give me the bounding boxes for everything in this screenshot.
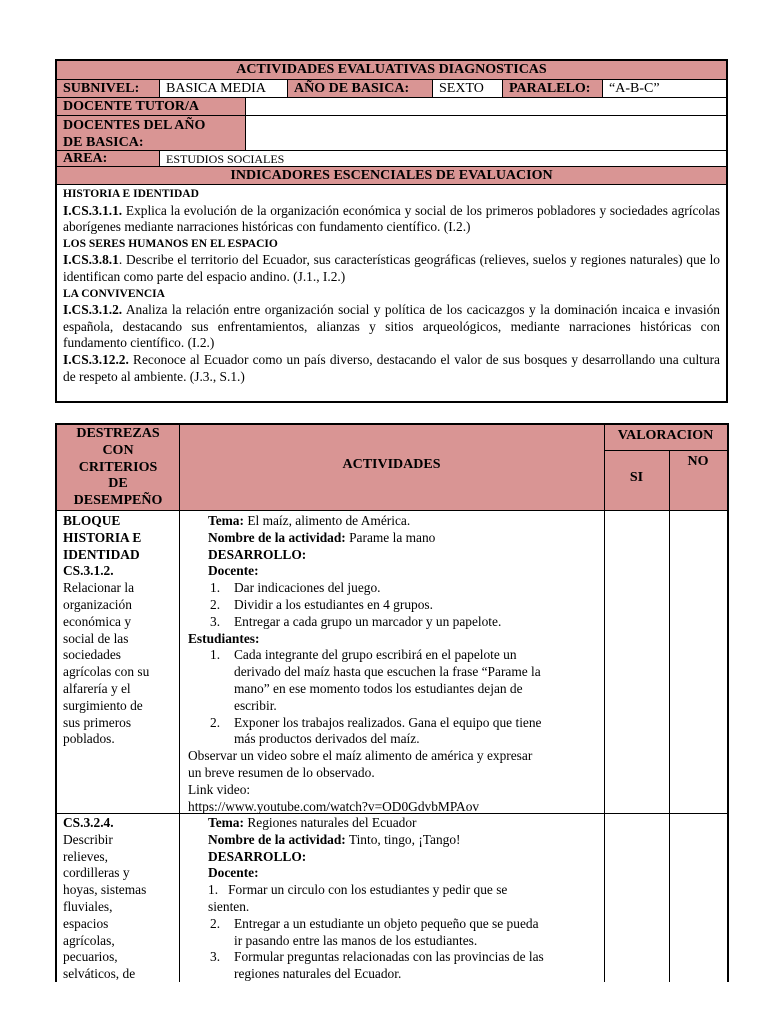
row1-dest-line: alfarería y el [63, 680, 131, 696]
indicator-4-code: I.CS.3.12.2. [63, 351, 129, 367]
row1-code: CS.3.1.2. [63, 563, 114, 579]
row2-item-1-line: sienten. [208, 898, 250, 914]
row1-link-label: Link video: [188, 781, 251, 797]
docente-tutor-row [57, 98, 726, 116]
header-destrezas-line: CON [102, 442, 134, 458]
subnivel-label: SUBNIVEL: [57, 80, 160, 97]
list-item: 1. Cada integrante del grupo escribirá en el papelote un derivado del maíz hasta que escuchen la frase “Parame la mano” en ese momento todos los estudiantes dejan de escribir. [188, 647, 588, 714]
row1-nombre-value: Parame la mano [345, 529, 436, 545]
indicadores-title: INDICADORES ESCENCIALES DE EVALUACION [230, 167, 553, 183]
table-title: ACTIVIDADES EVALUATIVAS DIAGNOSTICAS [236, 62, 547, 77]
row2-item-1 [188, 882, 588, 916]
row1-video-link[interactable]: https://www.youtube.com/watch?v=OD0GdvbMPAov [188, 798, 480, 814]
row1-dest-line: agrícolas con su [63, 664, 150, 680]
row1-dest-line: Relacionar la [63, 580, 135, 596]
section-convivencia: LA CONVIVENCIA [63, 287, 165, 300]
divider [604, 450, 727, 451]
indicator-3-code: I.CS.3.1.2. [63, 302, 123, 318]
indicator-3-text: Analiza la relación entre organización social y política de los cacicazgos y la dominación incaica e invasión española, destacando sus enfrentamientos, alianzas y sitios arqueológicos, mediante narraciones históricas con fundamento científico. (I.2.) [63, 302, 720, 351]
paralelo-label: PARALELO: [503, 80, 603, 97]
indicator-4-text: Reconoce al Ecuador como un país diverso, destacando el valor de sus bosques y desarrollando una cultura de respeto al ambiente. (J.3., S.1.) [63, 351, 720, 384]
indicator-1-text: Explica la evolución de la organización económica y social de los primeros pobladores y sociedades agrícolas aborígenes mediante narraciones históricas con fundamento científico. (I.2.) [63, 202, 720, 235]
list-item-text: Formar un circulo con los estudiantes y pedir que se [228, 882, 508, 898]
row1-dest-line: sociedades [63, 647, 122, 663]
area-value: ESTUDIOS SOCIALES [166, 151, 285, 166]
header-destrezas [57, 426, 179, 510]
list-item: 2. Dividir a los estudiantes en 4 grupos. [210, 596, 433, 612]
row1-dest-line: económica y [63, 613, 132, 629]
section-historia: HISTORIA E IDENTIDAD [63, 188, 199, 200]
row2-dest-line: pecuarios, [63, 949, 118, 965]
row1-observar-line: Observar un video sobre el maíz alimento de américa y expresar [188, 748, 533, 764]
row1-nombre-label: Nombre de la actividad: [208, 529, 346, 545]
anio-value: SEXTO [433, 80, 503, 97]
row1-destreza [63, 513, 179, 748]
row1-docente-list [188, 580, 588, 630]
row2-nombre [188, 832, 588, 849]
docentes-label-line2: DE BASICA: [63, 135, 144, 150]
indicator-2-text: . Describe el territorio del Ecuador, sus características geográficas (relieves, suelos y regiones naturales) que lo identifican como parte del espacio andino. (J.1., I.2.) [63, 252, 720, 284]
header-si: SI [629, 470, 644, 485]
list-item-text: Dar indicaciones del juego. [234, 580, 381, 596]
list-item: 2. Exponer los trabajos realizados. Gana el equipo que tiene más productos derivados del maíz. [188, 715, 588, 749]
row2-docente-list [188, 916, 588, 982]
row1-estudiantes: Estudiantes: [188, 630, 260, 646]
docentes-value [246, 116, 726, 150]
row1-bloque-line: IDENTIDAD [63, 546, 140, 562]
row1-dest-line: social de las [63, 630, 129, 646]
header-no: NO [687, 454, 709, 469]
header-valoracion: VALORACION [617, 428, 714, 443]
list-item-text: Entregar a cada grupo un marcador y un papelote. [234, 613, 502, 629]
docentes-label [57, 116, 246, 150]
list-item-line: Cada integrante del grupo escribirá en el papelote un [234, 647, 517, 663]
row1-actividad [188, 513, 588, 815]
list-item: 2. Entregar a un estudiante un objeto pequeño que se pueda ir pasando entre las manos de los estudiantes. [188, 916, 588, 950]
row1-dest-line: poblados. [63, 731, 115, 747]
row1-dest-line: surgimiento de [63, 697, 143, 713]
divider [57, 510, 727, 511]
list-number: 1. [208, 882, 229, 898]
row1-estudiantes-list [188, 647, 588, 748]
docente-tutor-label: DOCENTE TUTOR/A [57, 98, 246, 115]
row2-dest-line: fluviales, [63, 898, 113, 914]
row2-code: CS.3.2.4. [63, 815, 114, 830]
area-row [57, 151, 726, 167]
row2-dest-line: cordilleras y [63, 865, 130, 881]
docentes-label-line1: DOCENTES DEL AÑO [63, 118, 206, 133]
list-item-line: escribir. [234, 697, 277, 713]
row2-dest-line: Describir [63, 831, 113, 847]
list-item-line: Exponer los trabajos realizados. Gana el equipo que tiene [234, 714, 542, 730]
row1-tema-label: Tema: [208, 513, 244, 528]
indicadores-body [57, 185, 726, 401]
indicator-3 [63, 302, 720, 352]
subnivel-value: BASICA MEDIA [160, 80, 288, 97]
row2-desarrollo: DESARROLLO: [208, 848, 307, 864]
anio-label: AÑO DE BASICA: [288, 80, 433, 97]
header-destrezas-line: DESTREZAS [76, 426, 160, 441]
row1-tema [188, 513, 588, 530]
list-item: 3. Entregar a cada grupo un marcador y un papelote. [210, 613, 502, 629]
row2-docente: Docente: [208, 865, 259, 881]
list-item-line: mano” en ese momento todos los estudiantes dejan de [234, 680, 523, 696]
indicator-4 [63, 352, 720, 385]
row1-dest-line: organización [63, 596, 132, 612]
list-item-line: derivado del maíz hasta que escuchen la frase “Parame la [234, 664, 541, 680]
row2-destreza [63, 815, 179, 982]
row2-actividad [188, 815, 588, 982]
header-destrezas-line: DESEMPEÑO [73, 493, 163, 509]
header-actividades: ACTIVIDADES [342, 457, 441, 472]
subnivel-row [57, 80, 726, 98]
divider [179, 425, 180, 982]
row2-dest-line: selváticos, de [63, 966, 136, 982]
indicator-2 [63, 252, 720, 285]
row1-docente: Docente: [208, 563, 259, 579]
row1-desarrollo: DESARROLLO: [208, 546, 307, 562]
divider [669, 451, 670, 982]
list-item: 1. Dar indicaciones del juego. [210, 580, 381, 596]
row1-nombre [188, 530, 588, 547]
divider [604, 425, 605, 982]
indicadores-title-row [57, 167, 726, 185]
list-item-line: Entregar a un estudiante un objeto pequeño que se pueda [234, 915, 539, 931]
table-title-row [57, 61, 726, 80]
row2-dest-line: agrícolas, [63, 932, 115, 948]
indicator-1-code: I.CS.3.1.1. [63, 202, 123, 218]
header-destrezas-line: DE [108, 476, 128, 492]
row2-dest-line: espacios [63, 915, 109, 931]
row1-bloque-line: BLOQUE [63, 513, 121, 528]
row2-nombre-value: Tinto, tingo, ¡Tango! [345, 831, 461, 847]
row2-dest-line: hoyas, sistemas [63, 882, 147, 898]
indicator-2-code: I.CS.3.8.1 [63, 252, 119, 268]
activities-table [55, 423, 729, 982]
row2-tema [188, 815, 588, 832]
paralelo-value: “A-B-C” [609, 80, 660, 96]
row1-bloque-line: HISTORIA E [63, 529, 142, 545]
row1-dest-line: sus primeros [63, 714, 132, 730]
list-item-text: Dividir a los estudiantes en 4 grupos. [234, 596, 433, 612]
section-seres-humanos: LOS SERES HUMANOS EN EL ESPACIO [63, 237, 278, 250]
indicator-1 [63, 203, 720, 236]
header-destrezas-line: CRITERIOS [78, 459, 158, 475]
list-item-line: Formular preguntas relacionadas con las provincias de las [234, 949, 544, 965]
area-label: AREA: [57, 151, 160, 166]
row2-item-1-line [208, 882, 588, 899]
docente-tutor-value [246, 98, 726, 115]
row1-tema-value: El maíz, alimento de América. [243, 513, 411, 528]
list-item-line: regiones naturales del Ecuador. [234, 966, 402, 982]
row2-dest-line: relieves, [63, 848, 108, 864]
row2-nombre-label: Nombre de la actividad: [208, 831, 346, 847]
indicators-table [55, 59, 728, 403]
list-item-line: ir pasando entre las manos de los estudiantes. [234, 932, 478, 948]
row2-tema-value: Regiones naturales del Ecuador [243, 815, 417, 830]
row1-observar-line: un breve resumen de lo observado. [188, 764, 375, 780]
docentes-row [57, 116, 726, 151]
list-item-line: más productos derivados del maíz. [234, 731, 420, 747]
row2-tema-label: Tema: [208, 815, 244, 830]
list-item: 3. Formular preguntas relacionadas con las provincias de las regiones naturales del Ecuador. [188, 949, 588, 982]
